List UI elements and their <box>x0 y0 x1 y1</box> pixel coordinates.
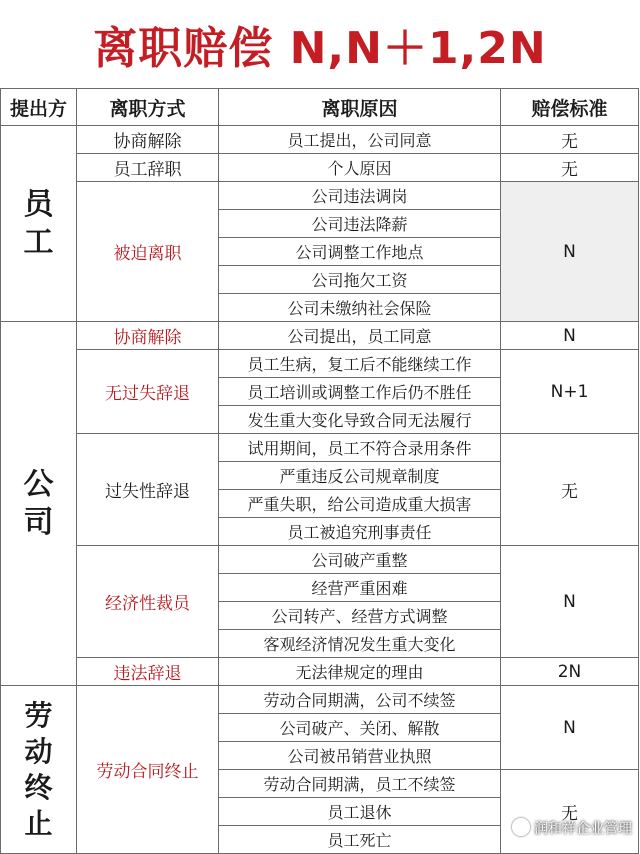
method-cell: 协商解除 <box>77 322 219 350</box>
reason-cell: 公司提出，员工同意 <box>219 322 501 350</box>
table-body <box>1 126 639 854</box>
proposer-cell: 劳 动 终 止 <box>1 686 77 854</box>
header-proposer: 提出方 <box>1 89 77 126</box>
standard-cell: 无 <box>501 126 639 154</box>
standard-cell: 无 <box>501 154 639 182</box>
standard-cell: 2N <box>501 658 639 686</box>
reason-cell: 员工培训或调整工作后仍不胜任 <box>219 378 501 406</box>
standard-cell: 无 <box>501 770 639 854</box>
reason-cell: 员工生病，复工后不能继续工作 <box>219 350 501 378</box>
header-reason: 离职原因 <box>219 89 501 126</box>
page-title: 离职赔偿 N,N＋1,2N <box>93 23 547 74</box>
proposer-cell: 员 工 <box>1 126 77 322</box>
reason-cell: 公司违法调岗 <box>219 182 501 210</box>
reason-cell: 严重失职，给公司造成重大损害 <box>219 490 501 518</box>
reason-cell: 试用期间，员工不符合录用条件 <box>219 434 501 462</box>
watermark-text: 润和祥企业管理 <box>534 821 632 837</box>
method-cell: 劳动合同终止 <box>77 686 219 854</box>
reason-cell: 客观经济情况发生重大变化 <box>219 630 501 658</box>
table-row <box>1 126 639 154</box>
reason-cell: 公司未缴纳社会保险 <box>219 294 501 322</box>
reason-cell: 经营严重困难 <box>219 574 501 602</box>
table-row <box>1 686 639 714</box>
watermark-logo-icon <box>512 818 530 836</box>
reason-cell: 个人原因 <box>219 154 501 182</box>
reason-cell: 发生重大变化导致合同无法履行 <box>219 406 501 434</box>
standard-cell: N <box>501 546 639 658</box>
reason-cell: 员工退休 <box>219 798 501 826</box>
reason-cell: 公司破产、关闭、解散 <box>219 714 501 742</box>
reason-cell: 员工被追究刑事责任 <box>219 518 501 546</box>
header-row <box>1 89 639 126</box>
method-cell: 员工辞职 <box>77 154 219 182</box>
reason-cell: 员工死亡 <box>219 826 501 854</box>
reason-cell: 严重违反公司规章制度 <box>219 462 501 490</box>
reason-cell: 公司拖欠工资 <box>219 266 501 294</box>
standard-cell: 无 <box>501 434 639 546</box>
method-cell: 被迫离职 <box>77 182 219 322</box>
method-cell: 过失性辞退 <box>77 434 219 546</box>
method-cell: 经济性裁员 <box>77 546 219 658</box>
watermark <box>512 818 632 838</box>
method-cell: 协商解除 <box>77 126 219 154</box>
reason-cell: 公司破产重整 <box>219 546 501 574</box>
table-row <box>1 350 639 378</box>
table-row <box>1 154 639 182</box>
proposer-cell: 公 司 <box>1 322 77 686</box>
reason-cell: 员工提出，公司同意 <box>219 126 501 154</box>
table-row <box>1 322 639 350</box>
method-cell: 无过失辞退 <box>77 350 219 434</box>
reason-cell: 公司调整工作地点 <box>219 238 501 266</box>
standard-cell: N <box>501 322 639 350</box>
reason-cell: 公司被吊销营业执照 <box>219 742 501 770</box>
table-row <box>1 182 639 210</box>
reason-cell: 公司转产、经营方式调整 <box>219 602 501 630</box>
reason-cell: 劳动合同期满，公司不续签 <box>219 686 501 714</box>
table-row <box>1 658 639 686</box>
table-row <box>1 434 639 462</box>
table-row <box>1 546 639 574</box>
reason-cell: 劳动合同期满，员工不续签 <box>219 770 501 798</box>
method-cell: 违法辞退 <box>77 658 219 686</box>
header-method: 离职方式 <box>77 89 219 126</box>
standard-cell: N <box>501 182 639 322</box>
reason-cell: 公司违法降薪 <box>219 210 501 238</box>
reason-cell: 无法律规定的理由 <box>219 658 501 686</box>
standard-cell: N+1 <box>501 350 639 434</box>
standard-cell: N <box>501 686 639 770</box>
header-standard: 赔偿标准 <box>501 89 639 126</box>
compensation-table <box>0 88 639 854</box>
